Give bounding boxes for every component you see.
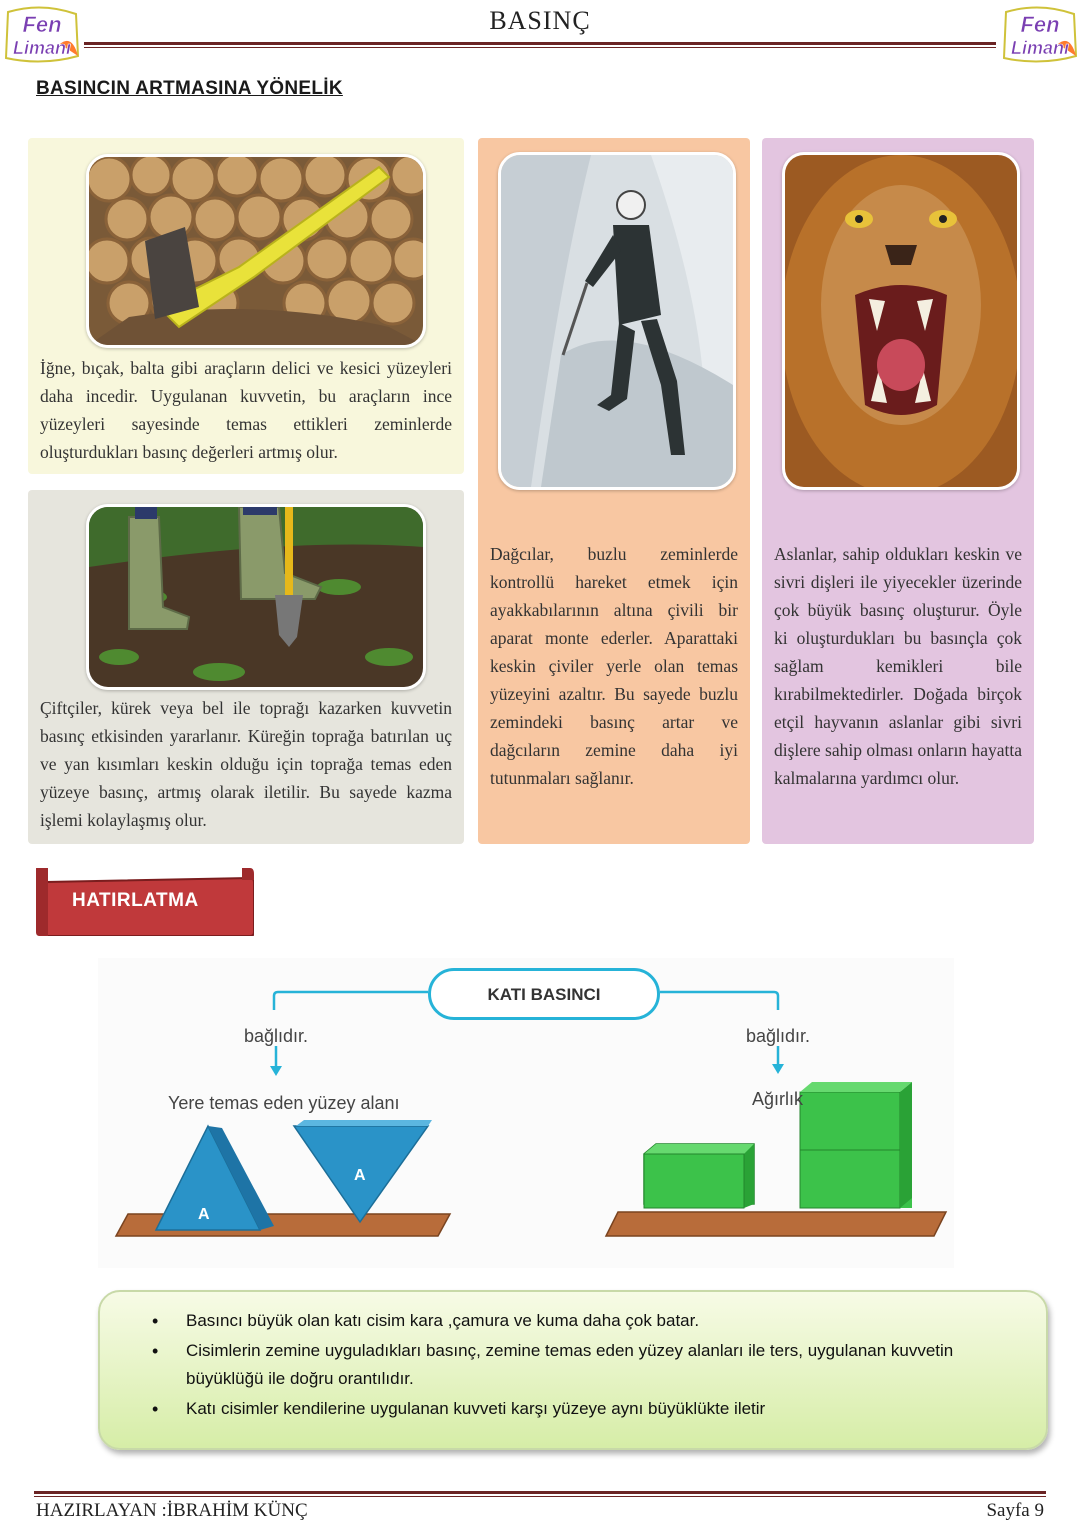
footer-rule — [34, 1491, 1046, 1494]
header-rule-thin — [84, 47, 996, 48]
lion-text: Aslanlar, sahip oldukları keskin ve sivri dişleri ile yiyecekler üzerinde çok büyük basınç oluşturur. Öyle ki oluşturdukları bu basınçla çok sağlam kemikleri bile kırabilmektedirler. Doğada birçok etçil hayvanın aslanlar gibi sivri dişlere sahip olması onların hayatta kalmalarına yardımcı olur. — [774, 544, 1022, 788]
footer-rule-thin — [34, 1496, 1046, 1497]
summary-box — [98, 1290, 1048, 1450]
diagram-title: KATI BASINCI — [487, 985, 601, 1004]
section-heading: BASINCIN ARTMASINA YÖNELİK — [36, 78, 343, 99]
heavy-box-top — [800, 1092, 900, 1150]
header-rule — [84, 42, 996, 45]
shovel-digging-photo — [86, 504, 426, 690]
left-connector-label: bağlıdır. — [244, 1026, 309, 1046]
weight-label: Ağırlık — [752, 1089, 804, 1109]
page-number: Sayfa 9 — [986, 1500, 1044, 1521]
heavy-box-bottom — [800, 1150, 900, 1208]
right-shelf — [606, 1212, 946, 1236]
reminder-label: HATIRLATMA — [72, 890, 199, 911]
author-credit: HAZIRLAYAN :İBRAHİM KÜNÇ — [36, 1500, 308, 1521]
summary-item: • Basıncı büyük olan katı cisim kara ,çamura ve kuma daha çok batar. — [100, 1307, 1046, 1335]
roaring-lion-photo — [782, 152, 1020, 490]
climber-text: Dağcılar, buzlu zeminlerde kontrollü hareket etmek için ayakkabılarının altına çivili bir aparat monte ederler. Aparattaki keskin çiviler yerle olan temas yüzeyini azaltır. Bu sayede buzlu zemindeki basınç artar ve dağcıların zemine daha iyi tutunmaları sağlanır. — [490, 544, 738, 788]
axe-text: İğne, bıçak, balta gibi araçların delici ve kesici yüzeyleri daha incedir. Uygulanan kuvvetin, bu araçların ince yüzeyleri sayesinde temas ettikleri zeminlerde oluşturdukları basınç değerleri artmış olur. — [40, 358, 452, 462]
prism-label: A — [354, 1167, 366, 1184]
right-connector-label: bağlıdır. — [746, 1026, 811, 1046]
ice-climber-photo — [498, 152, 736, 490]
shovel-text: Çiftçiler, kürek veya bel ile toprağı kazarken kuvvetin basınç etkisinden yararlanır. Küreğin toprağa batırılan uç ve yan kısımları keskin olduğu için toprağa temas eden yüzeye basınç, artmış olarak iletilir. Bu sayede kazma işlemi kolaylaşmış olur. — [40, 698, 452, 830]
axe-in-logs-photo — [86, 154, 426, 348]
svg-text:Limanı: Limanı — [12, 38, 72, 58]
prism-label: A — [198, 1206, 210, 1223]
svg-text:Fen: Fen — [1020, 12, 1060, 37]
surface-area-label: Yere temas eden yüzey alanı — [168, 1093, 400, 1113]
svg-text:Fen: Fen — [22, 12, 62, 37]
summary-item: • Cisimlerin zemine uyguladıkları basınç, zemine temas eden yüzey alanları ile ters, uygulanan kuvvetin büyüklüğü ile doğru orantılıdır. — [100, 1337, 1046, 1393]
page-title: BASINÇ — [489, 6, 591, 35]
summary-item: • Katı cisimler kendilerine uygulanan kuvveti karşı yüzeye aynı büyüklükte iletir — [100, 1395, 1046, 1423]
svg-text:Limanı: Limanı — [1010, 38, 1070, 58]
summary-list — [100, 1307, 1046, 1423]
